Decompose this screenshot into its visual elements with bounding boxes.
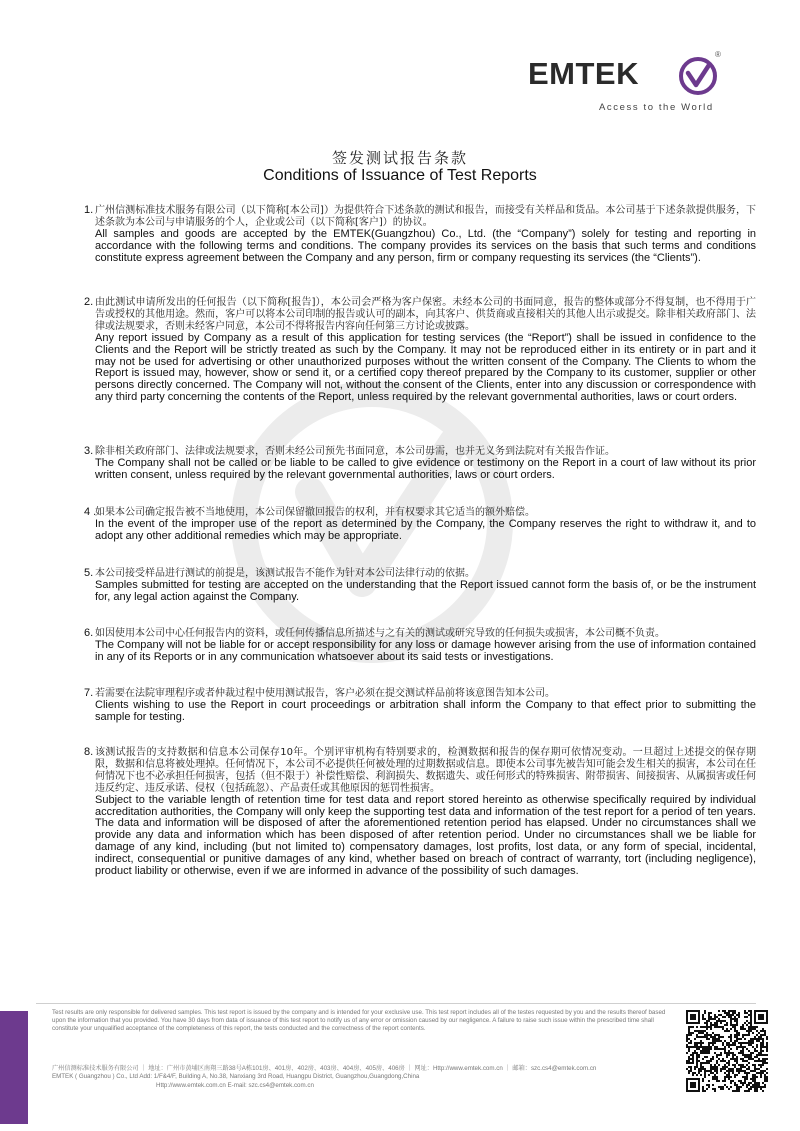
logo-check-circle-icon xyxy=(676,54,720,98)
clause-6 xyxy=(84,628,756,664)
clause-text-en: The Company shall not be called or be liable to be called to give evidence or testimony on the Report in a court of law without its prior written consent, unless required by the relevant governmental authorities, laws or court orders. xyxy=(95,456,756,481)
clause-text-cn: 由此测试申请所发出的任何报告（以下简称[报告]），本公司会严格为客户保密。未经本公司的书面同意，报告的整体或部分不得复制，也不得用于广告或授权的其他用途。然而，客户可以将本公司印制的报告或认可的副本，向其客户、供货商或直接相关的其他人出示或提交。除非相关政府部门、法律或法规要求，否则未经客户同意，本公司不得将报告内容向任何第三方讨论或披露。 xyxy=(95,297,756,332)
clause-8 xyxy=(84,747,756,878)
clause-text-cn: 如果本公司确定报告被不当地使用，本公司保留撤回报告的权利，并有权要求其它适当的额外赔偿。 xyxy=(95,507,535,518)
qr-code-icon xyxy=(686,1010,768,1092)
clause-text-en: In the event of the improper use of the report as determined by the Company, the Company reserves the right to withdraw it, and to adopt any other additional remedies which may be appropriate. xyxy=(95,517,756,542)
clause-number: 2. xyxy=(84,296,94,308)
clause-text-cn: 若需要在法院审理程序或者仲裁过程中使用测试报告，客户必须在提交测试样品前将该意图告知本公司。 xyxy=(95,688,555,699)
page-title-en: Conditions of Issuance of Test Reports xyxy=(263,167,537,184)
footer-web: Http://www.emtek.com.cn E-mail: szc.cs4@emtek.com.cn xyxy=(156,1081,314,1089)
clause-text-en: Samples submitted for testing are accepted on the understanding that the Report issued cannot form the basis of, or be the instrument for, any legal action against the Company. xyxy=(95,578,756,603)
clause-text-cn: 除非相关政府部门、法律或法规要求，否则未经公司预先书面同意，本公司毋需，也并无义务到法院对有关报告作证。 xyxy=(95,446,615,457)
clause-text-en: The Company will not be liable for or accept responsibility for any loss or damage however arising from the use of information contained in any of its Reports or in any communication whatsoever about its said tests or investigations. xyxy=(95,638,756,663)
logo-tagline: Access to the World xyxy=(599,102,714,113)
clause-number: 4 . xyxy=(84,506,97,518)
clause-text-en: Any report issued by Company as a result of this application for testing services (the “Report”) shall be issued in confidence to the Clients and the Report will be strictly treated as such by the Company. It may not be reproduced either in its entirety or in part and it may not be used for advertising or other unauthorized purposes without the written consent of the Company. The Clients to whom the Report is issued may, however, show or send it, or a certified copy thereof prepared by the Company to its customer, supplier or other persons directly concerned. The Company will not, without the consent of the Clients, enter into any discussion or correspondence with any third party concerning the contents of the Report, unless required by the relevant governmental authorities, laws or court orders. xyxy=(95,331,756,404)
clause-text-cn: 广州信测标准技术服务有限公司（以下简称[本公司]）为提供符合下述条款的测试和报告，而接受有关样品和货品。本公司基于下述条款提供服务，下述条款为本公司与申请服务的个人，企业或公司（以下简称[客户]）的协议。 xyxy=(95,205,756,228)
clause-number: 8. xyxy=(84,746,94,758)
clause-text-en: Clients wishing to use the Report in court proceedings or arbitration shall inform the Company to that effect prior to submitting the sample for testing. xyxy=(95,698,756,723)
footer-address-cn: 广州信测标准技术服务有限公司 ｜ 地址：广州市黄埔区南翔三路38号A栋101房、401房、402房、403房、404房、405房、406房 ｜ 网址：Http://www.emtek.com.cn ｜ 邮箱：szc.cs4@emtek.com.cn xyxy=(52,1065,597,1072)
clause-number: 5. xyxy=(84,567,94,579)
clause-text-cn: 该测试报告的支持数据和信息本公司保存10年。个别评审机构有特别要求的，检测数据和报告的保存期可依情况变动。一旦超过上述提交的保存期限，数据和信息将被处理掉。任何情况下，本公司不必提供任何被处理的过期数据或信息。即使本公司事先被告知可能会发生相关的损害，本公司在任何情况下也不必承担任何损害，包括（但不限于）补偿性赔偿、利润损失、数据遗失、或任何形式的特殊损害、附带损害、间接损害、从属损害或任何违反约定、违反承诺、侵权（包括疏忽）、产品责任或其他原因的惩罚性损害。 xyxy=(95,747,756,794)
page-title-cn: 签发测试报告条款 xyxy=(331,149,468,167)
clause-number: 7. xyxy=(84,687,94,699)
footer-address-en: EMTEK ( Guangzhou ) Co., Ltd Add: 1/F&4/F, Building A, No.38, Nanxiang 3rd Road, Huangpu District, Guangzhou,Guangdong,China xyxy=(52,1073,420,1081)
page-footer xyxy=(0,1003,800,1131)
clause-text-en: Subject to the variable length of retention time for test data and report stored hereinto as otherwise specifically required by individual accreditation authorities, the Company will only keep the supporting test data and information of the test report for a period of ten years. The data and information will be disposed of after the aforementioned retention period has elapsed. Under no circumstances shall we provide any data and information which has been disposed of after retention period. Under no circumstances shall we be liable for damage of any kind, including (but not limited to) compensatory damages, lost profits, lost data, or any form of special, incidental, indirect, consequential or punitive damages of any kind, whether based on breach of contract of warranty, tort (including negligence), product liability or otherwise, even if we are informed in advance of the possibility of such damages. xyxy=(95,793,756,878)
clause-text-cn: 如因使用本公司中心任何报告内的资料，或任何传播信息所描述与之有关的测试或研究导致的任何损失或损害，本公司概不负责。 xyxy=(95,628,665,639)
clause-4 xyxy=(84,507,756,543)
clause-text-cn: 本公司接受样品进行测试的前提是，该测试报告不能作为针对本公司法律行动的依据。 xyxy=(95,568,475,579)
clause-5 xyxy=(84,568,756,604)
footer-disclaimer: Test results are only responsible for delivered samples. This test report is issued by the company and is intended for your exclusive use. This test report includes all of the testes requested by you and the results thereof based upon the information that you provided. You have 30 days from data of issuance of this test report to notify us of any error or omission caused by our negligence. A failure to raise such issue within the prescribed time shall constitute your unqualified acceptance of the completeness of this report, the tests conducted and the correctness of the report contents. xyxy=(52,1009,666,1032)
clause-1 xyxy=(84,205,756,265)
clause-3 xyxy=(84,446,756,482)
footer-divider xyxy=(36,1003,756,1004)
clause-number: 3. xyxy=(84,445,94,457)
logo-wordmark: EMTEK xyxy=(528,56,639,91)
clause-number: 6. xyxy=(84,627,94,639)
clause-number: 1. xyxy=(84,204,94,216)
company-logo xyxy=(528,52,728,122)
clause-text-en: All samples and goods are accepted by the EMTEK(Guangzhou) Co., Ltd. (the “Company”) solely for testing and reporting in accordance with the following terms and conditions. The company provides its services on the basis that such terms and conditions constitute express agreement between the Company and any person, firm or company requesting its services (the “Clients”). xyxy=(95,227,756,264)
clause-2 xyxy=(84,297,756,404)
clause-7 xyxy=(84,688,756,724)
registered-mark: ® xyxy=(715,50,721,59)
footer-accent-bar xyxy=(0,1011,28,1124)
footer-address xyxy=(52,1065,668,1090)
